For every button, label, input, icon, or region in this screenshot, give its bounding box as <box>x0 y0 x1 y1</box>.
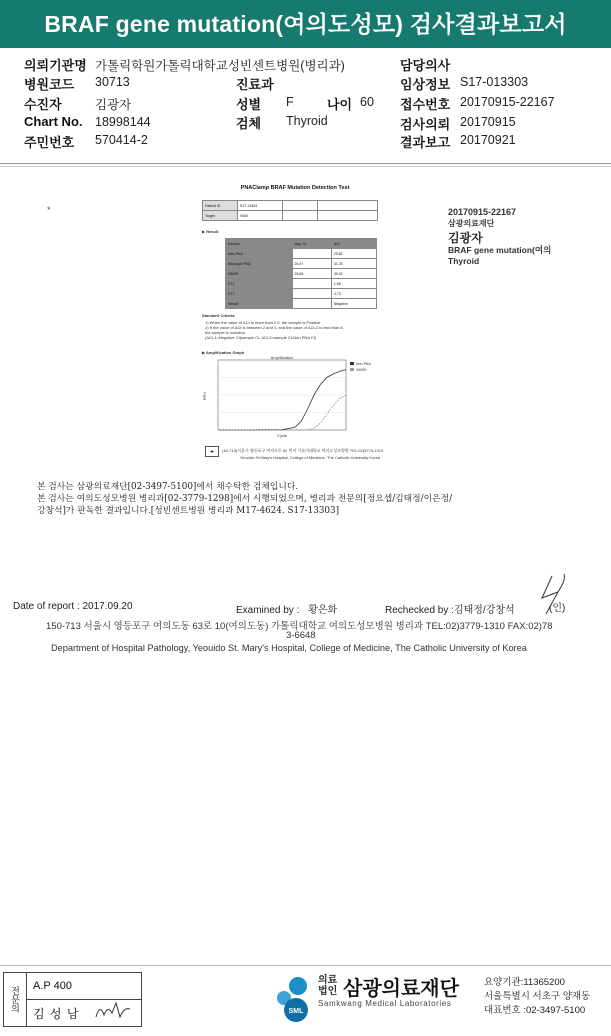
std-heading: Standard Criteria <box>202 313 235 318</box>
chart-legend-label: Non-PNA <box>356 362 371 366</box>
result-cell <box>292 299 331 309</box>
sticker-patient: 김광자 <box>448 231 483 245</box>
sml-logo-text: SML <box>288 1008 304 1015</box>
result-cell: V600E <box>226 269 293 279</box>
result-cell: Negative <box>331 299 376 309</box>
stamp-code: A.P 400 <box>33 980 72 992</box>
stamp-name: 김 성 남 <box>33 1007 80 1021</box>
chart-no-value: 18998144 <box>95 115 151 129</box>
rechecked-by <box>385 601 515 616</box>
result-header-1: Avg. Ct <box>292 239 331 249</box>
seal-text: (인) <box>549 603 566 614</box>
stamp-signature <box>92 999 134 1023</box>
resident-no-value: 570414-2 <box>95 133 148 147</box>
scan-dot: * <box>47 205 51 215</box>
result-cell <box>292 289 331 299</box>
clinical-info-value: S17-013303 <box>460 75 529 89</box>
report-line3: 강창석]가 판독한 결과입니다.[성빈센트병원 병리과 M17-4624. S17-13303] <box>37 506 340 516</box>
chart-title: Amplification <box>270 356 294 360</box>
resident-no-label: 주민번호 <box>24 135 75 150</box>
std-line: the sample is mutation <box>205 330 246 335</box>
sex-label: 성별 <box>236 97 262 112</box>
request-date-value: 20170915 <box>460 115 516 129</box>
result-cell: 1.65 <box>331 279 376 289</box>
requesting-institution-value: 가톨릭학원가톨릭대학교성빈센트병원(병리과) <box>95 59 345 73</box>
result-cell: Result <box>226 299 293 309</box>
nursing-code: 요양기관:11365200 <box>484 977 565 988</box>
result-header-2: ΔCt <box>331 239 376 249</box>
org-type-2: 법인 <box>318 986 338 997</box>
age-label: 나이 <box>327 97 353 112</box>
requesting-institution-label: 의뢰기관명 <box>24 58 87 73</box>
scan-cell-blank-1 <box>283 201 318 211</box>
specimen-value: Thyroid <box>286 114 328 128</box>
footer-divider <box>0 965 611 966</box>
chart-legend-swatch <box>350 368 354 371</box>
scan-cell-blank-3 <box>283 211 318 221</box>
sticker-receipt: 20170915-22167 <box>448 207 517 217</box>
result-header-0: Sample <box>226 239 293 249</box>
hospital-code-value: 30713 <box>95 75 130 89</box>
examined-by-value: 황은화 <box>308 605 338 616</box>
header-divider <box>0 163 611 164</box>
result-heading: ▶ Result <box>202 229 219 234</box>
org-type-1: 의료 <box>318 975 338 986</box>
result-cell: Wild-type PNA <box>226 259 293 269</box>
page-title: BRAF gene mutation(여의도성모) 검사결과보고서 <box>0 0 611 48</box>
scan-cell-blank-4 <box>318 211 378 221</box>
patient-label: 수진자 <box>24 97 62 112</box>
chart-xlabel: Cycle <box>276 433 288 438</box>
result-cell <box>292 249 331 259</box>
address-line2: 3-6648 <box>286 630 316 641</box>
clinical-info-label: 임상정보 <box>400 77 451 92</box>
hospital-code-label: 병원코드 <box>24 77 75 92</box>
scan-chart-title: PNAClamp BRAF Mutation Detection Test <box>240 185 350 191</box>
org-english: Samkwang Medical Laboratories <box>318 999 452 1008</box>
chart-legend-swatch <box>350 362 354 365</box>
report-line2: 본 검사는 여의도성모병원 병리과[02-3779-1298]에서 시행되었으며, 병리과 전문의[정요셉/김태정/이은정/ <box>37 494 453 504</box>
header-divider-2 <box>0 166 611 167</box>
result-cell: Non-PNA <box>226 249 293 259</box>
sticker-org: 삼광의료재단 <box>448 219 495 228</box>
scan-cell-blank-2 <box>318 201 378 211</box>
chart-legend-label: V600E <box>356 368 367 372</box>
result-cell: CT1 <box>226 279 293 289</box>
result-cell <box>292 279 331 289</box>
specialist-stamp <box>3 972 142 1027</box>
date-of-report-value: 2017.09.20 <box>82 601 133 612</box>
amplification-chart <box>200 356 382 438</box>
patient-id-label: Patient ID <box>203 201 238 211</box>
department-label: 진료과 <box>236 77 274 92</box>
hospital-logo-icon: ✚ <box>205 446 219 457</box>
scan-patient-table <box>202 200 378 221</box>
report-date-value: 20170921 <box>460 133 516 147</box>
physician-label: 담당의사 <box>400 58 451 73</box>
rechecked-by-label: Rechecked by : <box>385 605 454 616</box>
result-cell: CT2 <box>226 289 293 299</box>
amp-heading: ▶ Amplification Graph <box>202 350 245 355</box>
result-cell: 25.82 <box>331 249 376 259</box>
age-value: 60 <box>360 95 374 109</box>
date-of-report-label: Date of report : <box>13 601 83 612</box>
address-line1: 150-713 서울시 영등포구 여의도동 63로 10(여의도동) 가톨릭대학교 여의도성모병원 병리과 TEL:02)3779-1310 FAX:02)78 <box>46 621 553 632</box>
patient-id-value: S17-13303 <box>238 201 283 211</box>
report-line1: 본 검사는 삼광의료재단[02-3497-5100]에서 채수탁한 검체입니다. <box>37 482 299 492</box>
result-cell: 4.73 <box>331 289 376 299</box>
patient-value: 김광자 <box>95 98 132 112</box>
report-date-label: 결과보고 <box>400 135 451 150</box>
chart-ylabel: RFU <box>202 391 207 401</box>
org-address: 서울특별시 서초구 양재동 <box>484 991 591 1002</box>
org-type <box>318 975 337 997</box>
result-cell: 26.47 <box>292 259 331 269</box>
target-value: V600 <box>238 211 283 221</box>
sticker-specimen: Thyroid <box>448 256 480 266</box>
receipt-no-value: 20170915-22167 <box>460 95 555 109</box>
examined-by-label: Examined by : <box>236 605 303 616</box>
result-table <box>225 238 377 309</box>
chart-no-label: Chart No. <box>24 114 83 129</box>
specimen-label: 검체 <box>236 116 262 131</box>
date-of-report <box>13 601 133 612</box>
result-cell: 30.92 <box>331 269 376 279</box>
std-line: (ΔCt-1=Negative Ct(sample Ct, ΔCt-2=sample Ct-Non PNA Ct) <box>205 335 317 340</box>
sticker-test: BRAF gene mutation(여의 <box>448 245 552 255</box>
receipt-no-label: 접수번호 <box>400 97 451 112</box>
rechecked-by-value: 김태정/강창석 <box>453 605 515 616</box>
stamp-label: 전문의 <box>4 973 27 1026</box>
sex-value: F <box>286 95 294 109</box>
result-cell: 26.66 <box>292 269 331 279</box>
sml-logo-icon <box>270 972 316 1024</box>
target-label: Target <box>203 211 238 221</box>
org-phone: 대표번호 :02-3497-5100 <box>484 1005 586 1016</box>
result-cell: 31.25 <box>331 259 376 269</box>
request-date-label: 검사의뢰 <box>400 117 451 132</box>
org-name: 삼광의료재단 <box>343 978 459 1000</box>
scan-footer-line2: Yeouido St.Mary's Hospital, College of Medicine, The Catholic University Korea <box>240 455 380 460</box>
examined-by <box>236 601 337 616</box>
scan-footer-line1: (16-713)서울시 영등포구 여의도동 62 번지 가톨릭대학교 여의도성모병원 TEL:02)3779-1310 <box>222 448 384 453</box>
std-line: 2) If the value of ΔCt is between 2 and 1, and the value of ΔCt-2 is less than 8, <box>205 325 344 330</box>
std-line: 1) When the value of ΔCt is more than 2.0, the sample is Positive <box>205 320 321 325</box>
department-line: Department of Hospital Pathology, Yeouido St. Mary's Hospital, College of Medicine, The Catholic University of Korea <box>51 643 527 653</box>
